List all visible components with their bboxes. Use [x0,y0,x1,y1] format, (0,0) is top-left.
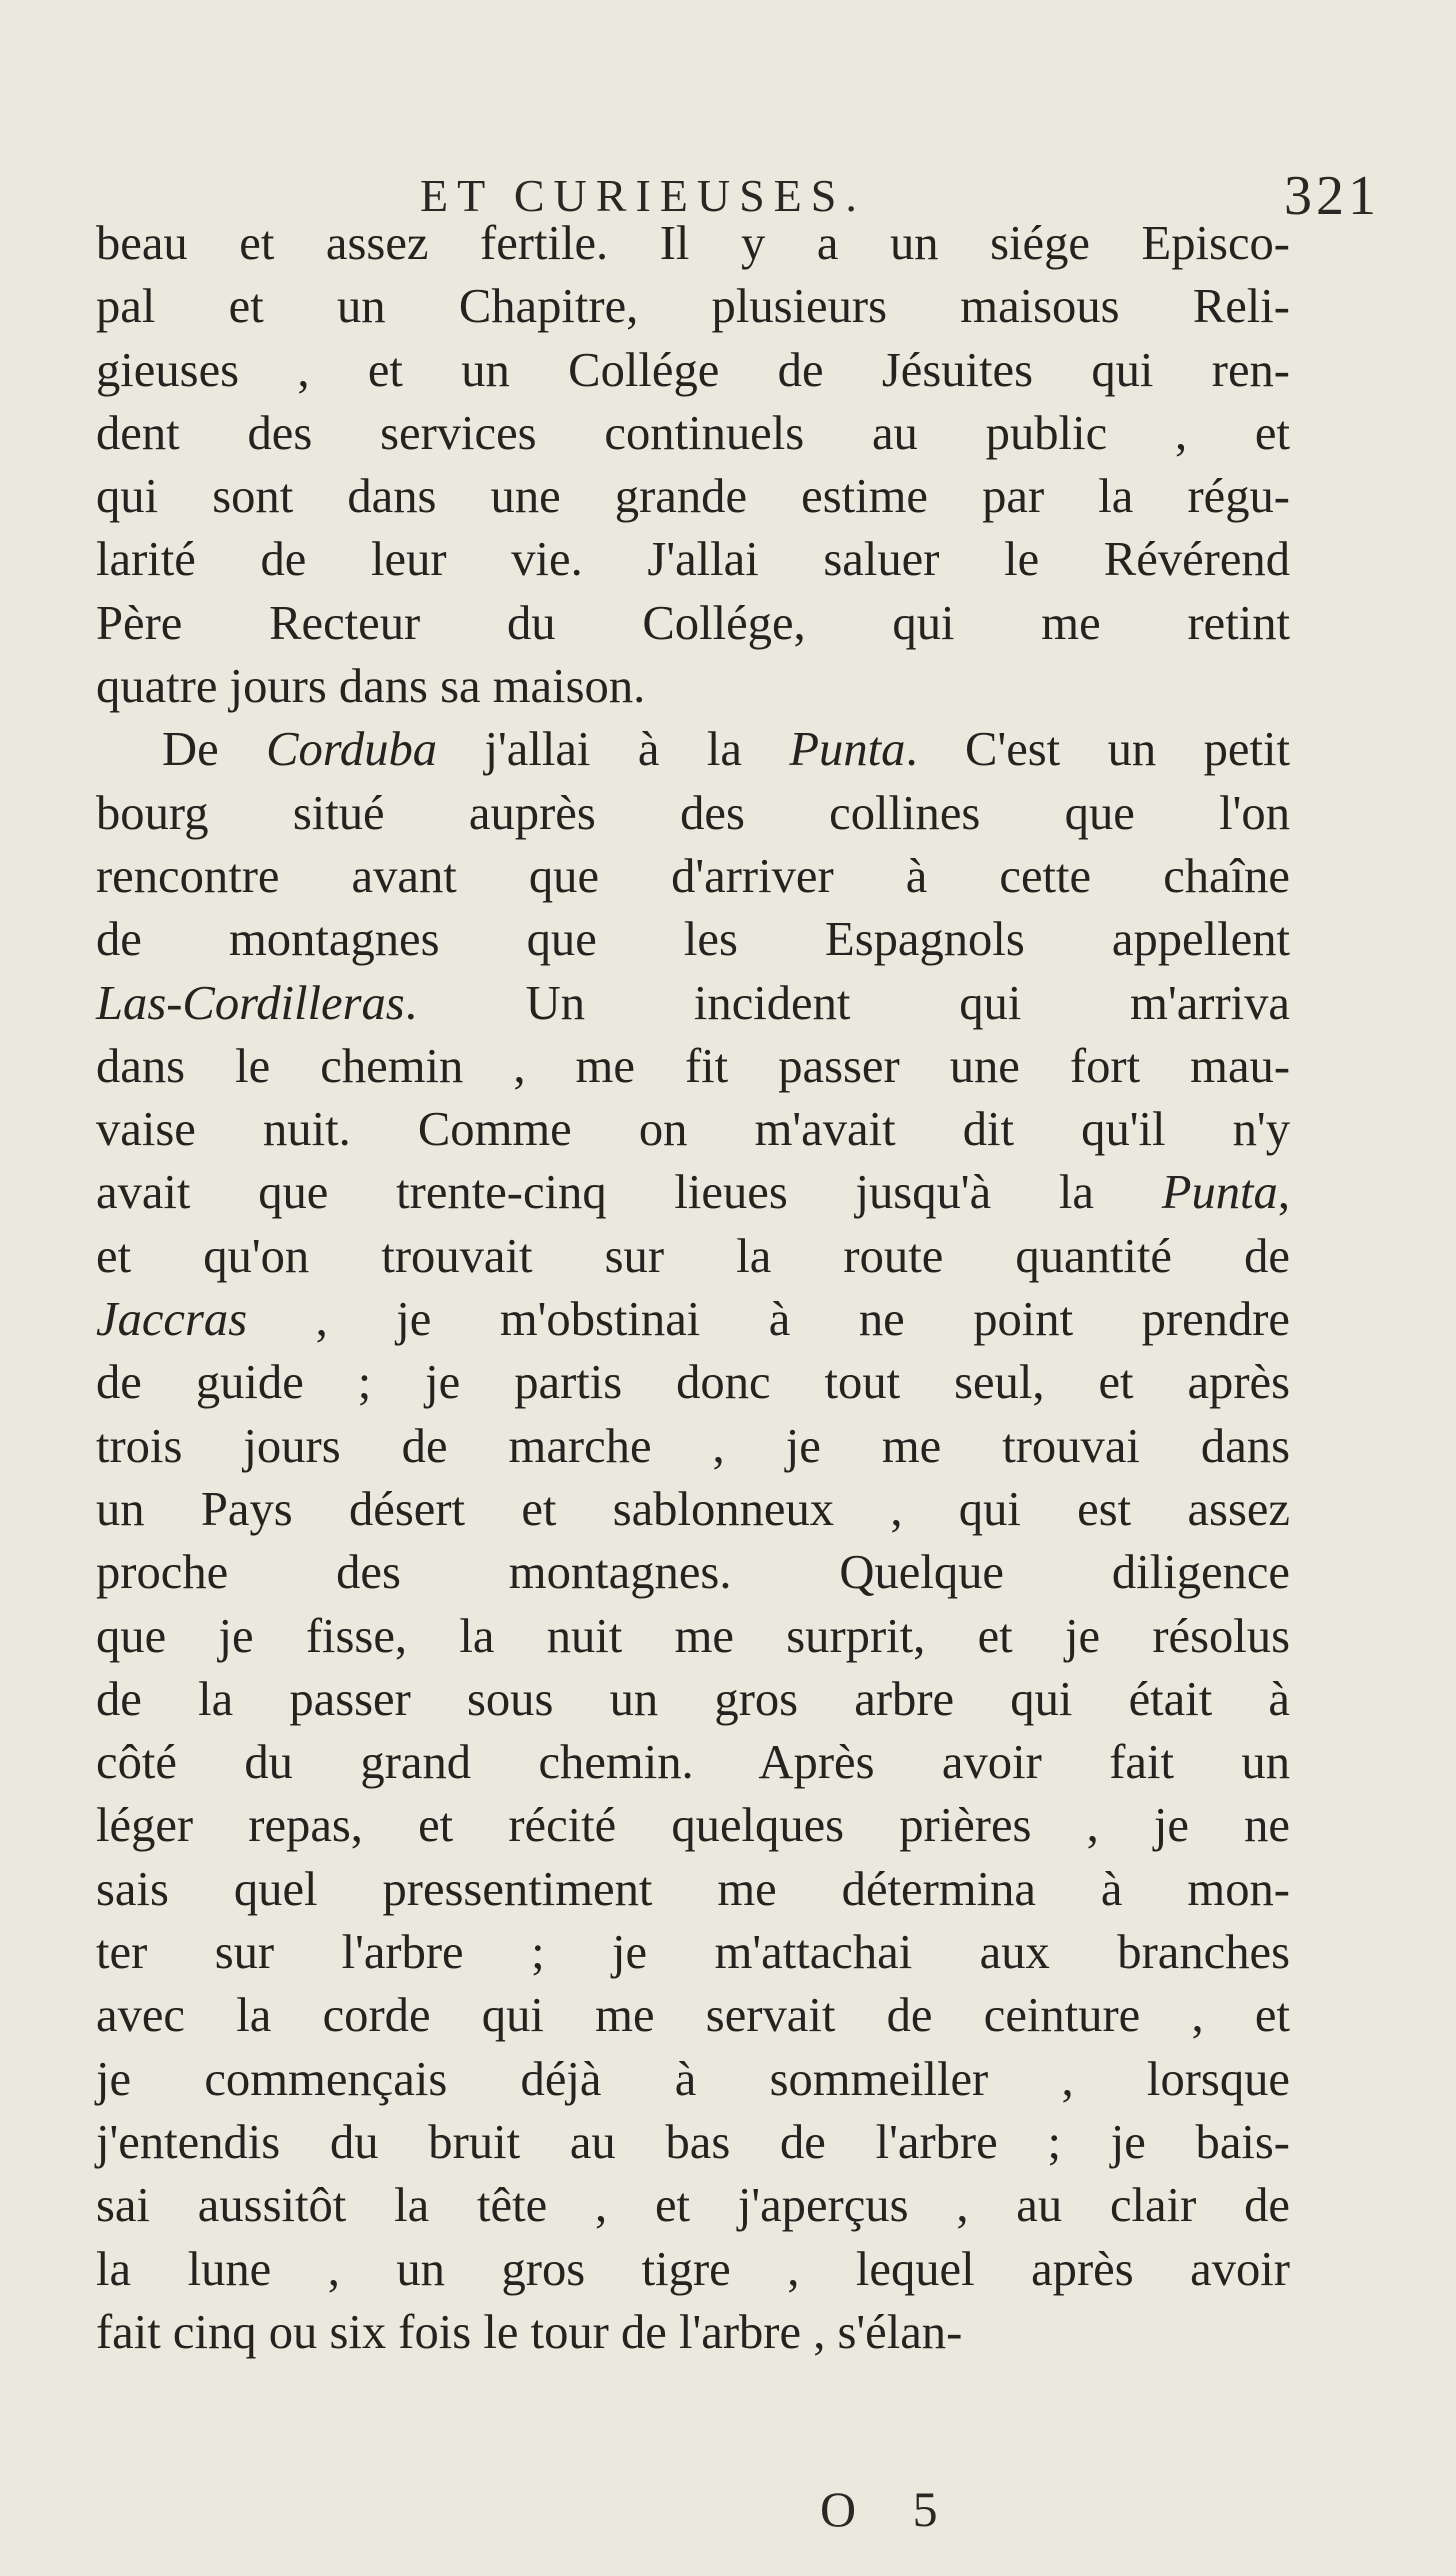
text-line: bourg situé auprès des collines que l'on [96,785,1290,840]
text-line: vaise nuit. Comme on m'avait dit qu'il n'y [96,1102,1290,1157]
body-text [96,212,1290,2364]
text-line: ter sur l'arbre ; je m'attachai aux branches [96,1925,1290,1980]
running-title: ET CURIEUSES. [420,170,866,221]
text-line: qui sont dans une grande estime par la régu- [96,469,1290,524]
text-line: dans le chemin , me fit passer une fort mau- [96,1038,1290,1093]
text-line: quatre jours dans sa maison. [96,659,646,714]
text-line: que je fisse, la nuit me surprit, et je résolus [96,1608,1290,1663]
text-line: j'entendis du bruit au bas de l'arbre ; je bais- [96,2114,1290,2169]
italic-term: Punta [1161,1165,1278,1220]
text-line: sais quel pressentiment me détermina à mon- [96,1861,1290,1916]
text-line: côté du grand chemin. Après avoir fait un [96,1735,1290,1790]
text-line: Jaccras , je m'obstinai à ne point prendre [96,1292,1290,1347]
text-line: de guide ; je partis donc tout seul, et après [96,1355,1290,1410]
text-line: je commençais déjà à sommeiller , lorsque [96,2051,1290,2106]
text-line: Las-Cordilleras. Un incident qui m'arriva [96,975,1290,1030]
text-line: sai aussitôt la tête , et j'aperçus , au clair de [96,2178,1290,2233]
text-line: de montagnes que les Espagnols appellent [96,912,1290,967]
text-line: trois jours de marche , je me trouvai dans [96,1418,1290,1473]
text-line: et qu'on trouvait sur la route quantité de [96,1228,1290,1283]
text-line: larité de leur vie. J'allai saluer le Révérend [96,532,1290,587]
text-line: beau et assez fertile. Il y a un siége Episco- [96,216,1290,270]
text-line: de la passer sous un gros arbre qui était à [96,1671,1290,1726]
italic-term: Jaccras [96,1292,248,1347]
text-line: rencontre avant que d'arriver à cette chaîne [96,848,1290,903]
text-line: léger repas, et récité quelques prières , je ne [96,1798,1290,1853]
text-line: proche des montagnes. Quelque diligence [96,1545,1290,1600]
text-line: avait que trente-cinq lieues jusqu'à la Punta, [96,1165,1290,1220]
text-line: Père Recteur du Collége, qui me retint [96,595,1290,650]
italic-term: Punta [789,722,906,777]
text-line: pal et un Chapitre, plusieurs maisous Reli- [96,279,1290,334]
text-line: dent des services continuels au public , et [96,405,1290,460]
italic-term: Corduba [266,722,438,777]
text-line: avec la corde qui me servait de ceinture , et [96,1988,1290,2043]
text-line: la lune , un gros tigre , lequel après avoir [96,2241,1290,2296]
page-number: 321 [1284,165,1380,227]
italic-term: Las-Cordilleras [96,975,405,1030]
text-line: un Pays désert et sablonneux , qui est assez [96,1481,1290,1536]
text-line: De Corduba j'allai à la Punta. C'est un petit [162,722,1290,777]
text-line: gieuses , et un Collége de Jésuites qui ren- [96,342,1290,397]
signature-mark: O 5 [820,2481,960,2537]
text-line: fait cinq ou six fois le tour de l'arbre , s'élan- [96,2304,963,2359]
